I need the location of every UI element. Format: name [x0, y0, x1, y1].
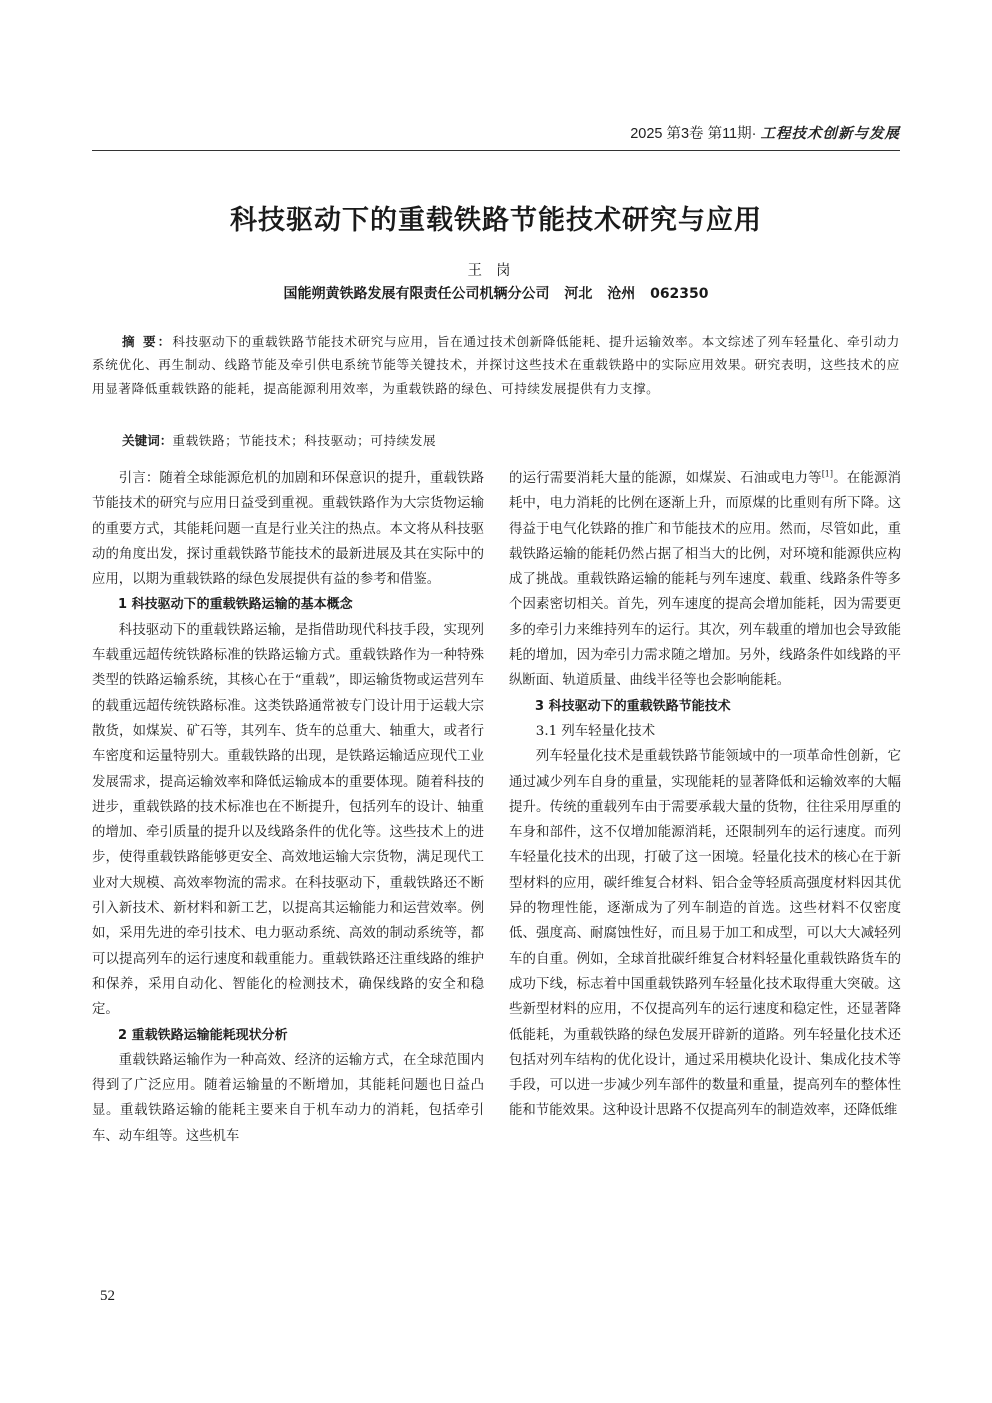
- section-1-paragraph: 科技驱动下的重载铁路运输，是指借助现代科技手段，实现列车载重远超传统铁路标准的铁路运输方式。重载铁路作为一种特殊类型的铁路运输系统，其核心在于“重载”，即运输货物或运营列车的载重远超传统铁路标准。这类铁路通常被专门设计用于运载大宗散货，如煤炭、矿石等，其列车、货车的总重大、轴重大，或者行车密度和运量特别大。重载铁路的出现，是铁路运输适应现代工业发展需求，提高运输效率和降低运输成本的重要体现。随着科技的进步，重载铁路的技术标准也在不断提升，包括列车的设计、轴重的增加、牵引质量的提升以及线路条件的优化等。这些技术上的进步，使得重载铁路能够更安全、高效地运输大宗货物，满足现代工业对大规模、高效率物流的需求。在科技驱动下，重载铁路还不断引入新技术、新材料和新工艺，以提高其运输能力和运营效率。例如，采用先进的牵引技术、电力驱动系统、高效的制动系统等，都可以提高列车的运行速度和载重能力。重载铁路还注重线路的维护和保养，采用自动化、智能化的检测技术，确保线路的安全和稳定。: [92, 622, 484, 1018]
- abstract-text: 科技驱动下的重载铁路节能技术研究与应用，旨在通过技术创新降低能耗、提升运输效率。本文综述了列车轻量化、牵引动力系统优化、再生制动、线路节能及牵引供电系统节能等关键技术，并探讨这些技术在重载铁路中的实际应用效果。研究表明，这些技术的应用显著降低重载铁路的能耗，提高能源利用效率，为重载铁路的绿色、可持续发展提供有力支撑。: [92, 334, 901, 396]
- intro-paragraph: 引言：随着全球能源危机的加剧和环保意识的提升，重载铁路节能技术的研究与应用日益受到重视。重载铁路作为大宗货物运输的重要方式，其能耗问题一直是行业关注的热点。本文将从科技驱动的角度出发，探讨重载铁路节能技术的最新进展及其在实际中的应用，以期为重载铁路的绿色发展提供有益的参考和借鉴。: [92, 471, 484, 588]
- header-separator: ·: [751, 126, 757, 142]
- left-column: [92, 466, 484, 1149]
- section-2-paragraph-continued: [509, 466, 901, 694]
- journal-name: 工程技术创新与发展: [760, 125, 900, 142]
- right-column: [509, 466, 901, 1124]
- abstract-label: 摘 要：: [122, 334, 173, 349]
- section-3-1-heading: 3.1 列车轻量化技术: [535, 723, 656, 739]
- abstract: [92, 330, 900, 400]
- keywords-text: 重载铁路；节能技术；科技驱动；可持续发展: [172, 433, 437, 448]
- running-header: [92, 122, 900, 143]
- section-3-heading: 3 科技驱动下的重载铁路节能技术: [535, 698, 731, 714]
- author-name: 王岗: [467, 263, 525, 279]
- section-2-continued-text-2: 。在能源消耗中，电力消耗的比例在逐渐上升，而原煤的比重则有所下降。这得益于电气化铁路的推广和节能技术的应用。然而，尽管如此，重载铁路运输的能耗仍然占据了相当大的比例，对环境和能源供应构成了挑战。重载铁路运输的能耗与列车速度、载重、线路条件等多个因素密切相关。首先，列车速度的提高会增加能耗，因为需要更多的牵引力来维持列车的运行。其次，列车载重的增加也会导致能耗的增加，因为牵引力需求随之增加。另外，线路条件如线路的平纵断面、轨道质量、曲线半径等也会影响能耗。: [509, 471, 902, 689]
- author-affiliation: 国能朔黄铁路发展有限责任公司机辆分公司 河北 沧州 062350: [283, 286, 709, 302]
- article-title: 科技驱动下的重载铁路节能技术研究与应用: [230, 205, 762, 236]
- section-1-heading: 1 科技驱动下的重载铁路运输的基本概念: [118, 597, 353, 613]
- section-2-continued-text: 的运行需要消耗大量的能源，如煤炭、石油或电力等: [509, 471, 822, 486]
- section-3-1-paragraph: 列车轻量化技术是重载铁路节能领域中的一项革命性创新，它通过减少列车自身的重量，实现能耗的显著降低和运输效率的大幅提升。传统的重载列车由于需要承载大量的货物，往往采用厚重的车身和部件，这不仅增加能源消耗，还限制列车的运行速度。而列车轻量化技术的出现，打破了这一困境。轻量化技术的核心在于新型材料的应用，碳纤维复合材料、铝合金等轻质高强度材料因其优异的物理性能，逐渐成为了列车制造的首选。这些材料不仅密度低、强度高、耐腐蚀性好，而且易于加工和成型，可以大大减轻列车的自重。例如，全球首批碳纤维复合材料轻量化重载铁路货车的成功下线，标志着中国重载铁路列车轻量化技术取得重大突破。这些新型材料的应用，不仅提高列车的运行速度和稳定性，还显著降低能耗，为重载铁路的绿色发展开辟新的道路。列车轻量化技术还包括对列车结构的优化设计，通过采用模块化设计、集成化技术等手段，可以进一步减少列车部件的数量和重量，提高列车的整体性能和节能效果。这种设计思路不仅提高列车的制造效率，还降低维: [509, 749, 901, 1119]
- issue-info: 2025 第3卷 第11期: [630, 126, 752, 142]
- citation-ref: [1]: [821, 469, 834, 479]
- keywords: [92, 429, 900, 452]
- header-rule: [92, 150, 900, 151]
- section-2-heading: 2 重载铁路运输能耗现状分析: [118, 1027, 288, 1043]
- keywords-label: 关键词：: [122, 433, 173, 448]
- section-2-paragraph: 重载铁路运输作为一种高效、经济的运输方式，在全球范围内得到了广泛应用。随着运输量的不断增加，其能耗问题也日益凸显。重载铁路运输的能耗主要来自于机车动力的消耗，包括牵引车、动车组等。这些机车: [92, 1052, 484, 1144]
- page-number: 52: [100, 1288, 115, 1304]
